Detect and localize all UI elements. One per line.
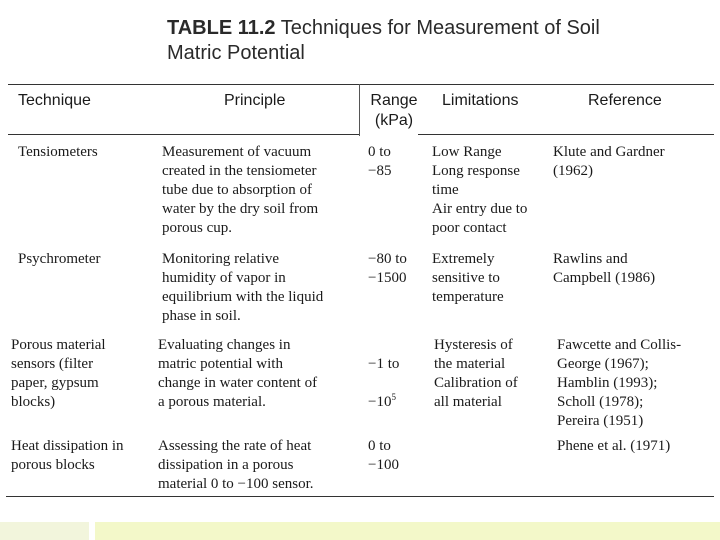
row2-reference: Rawlins and Campbell (1986): [553, 251, 656, 286]
header-technique: Technique: [18, 92, 91, 109]
header-rule: [8, 134, 360, 135]
header-principle: Principle: [224, 92, 286, 109]
row4-range: 0 to −100: [368, 438, 399, 473]
table-title: [167, 16, 687, 66]
row3-technique: Porous material sensors (filter paper, gypsum blocks): [11, 337, 106, 410]
row3-range: [368, 336, 399, 412]
row1-reference: Klute and Gardner (1962): [553, 144, 665, 179]
header-reference: Reference: [588, 92, 662, 109]
header-limitations: Limitations: [442, 92, 519, 109]
row2-range: −80 to −1500: [368, 251, 407, 286]
row1-principle: Measurement of vacuum created in the tensiometer tube due to absorption of water by the dry soil from porous cup.: [162, 144, 319, 236]
row1-limitations: Low Range Long response time Air entry due to poor contact: [432, 144, 528, 236]
table-title-line2: Matric Potential: [167, 42, 305, 64]
row2-principle: Monitoring relative humidity of vapor in equilibrium with the liquid phase in soil.: [162, 251, 324, 324]
row1-range: 0 to −85: [368, 144, 392, 179]
header-range: Range (kPa): [370, 92, 418, 129]
table-title-line1: Techniques for Measurement of Soil: [275, 17, 600, 39]
row3-range-line1: −1 to: [368, 356, 400, 372]
bottom-rule: [6, 496, 714, 497]
row1-technique: Tensiometers: [18, 144, 98, 160]
row2-limitations: Extremely sensitive to temperature: [432, 251, 504, 305]
column-divider: [359, 84, 360, 136]
table-label: TABLE 11.2: [167, 17, 276, 39]
row3-principle: Evaluating changes in matric potential with change in water content of a porous material.: [158, 337, 318, 410]
row4-reference: Phene et al. (1971): [557, 438, 671, 454]
row4-principle: Assessing the rate of heat dissipation in a porous material 0 to −100 sensor.: [158, 438, 314, 492]
row4-technique: Heat dissipation in porous blocks: [11, 438, 124, 473]
row3-reference: Fawcette and Collis- George (1967); Hamblin (1993); Scholl (1978); Pereira (1951): [557, 337, 682, 429]
row3-range-exponent: 5: [391, 392, 396, 402]
footer-bar-left: [0, 522, 89, 540]
top-rule: [8, 84, 714, 85]
header-rule-right: [418, 134, 714, 135]
row2-technique: Psychrometer: [18, 251, 101, 267]
footer-bar-right: [95, 522, 720, 540]
row3-limitations: Hysteresis of the material Calibration of all material: [434, 337, 518, 410]
row3-range-base: −10: [368, 394, 392, 410]
